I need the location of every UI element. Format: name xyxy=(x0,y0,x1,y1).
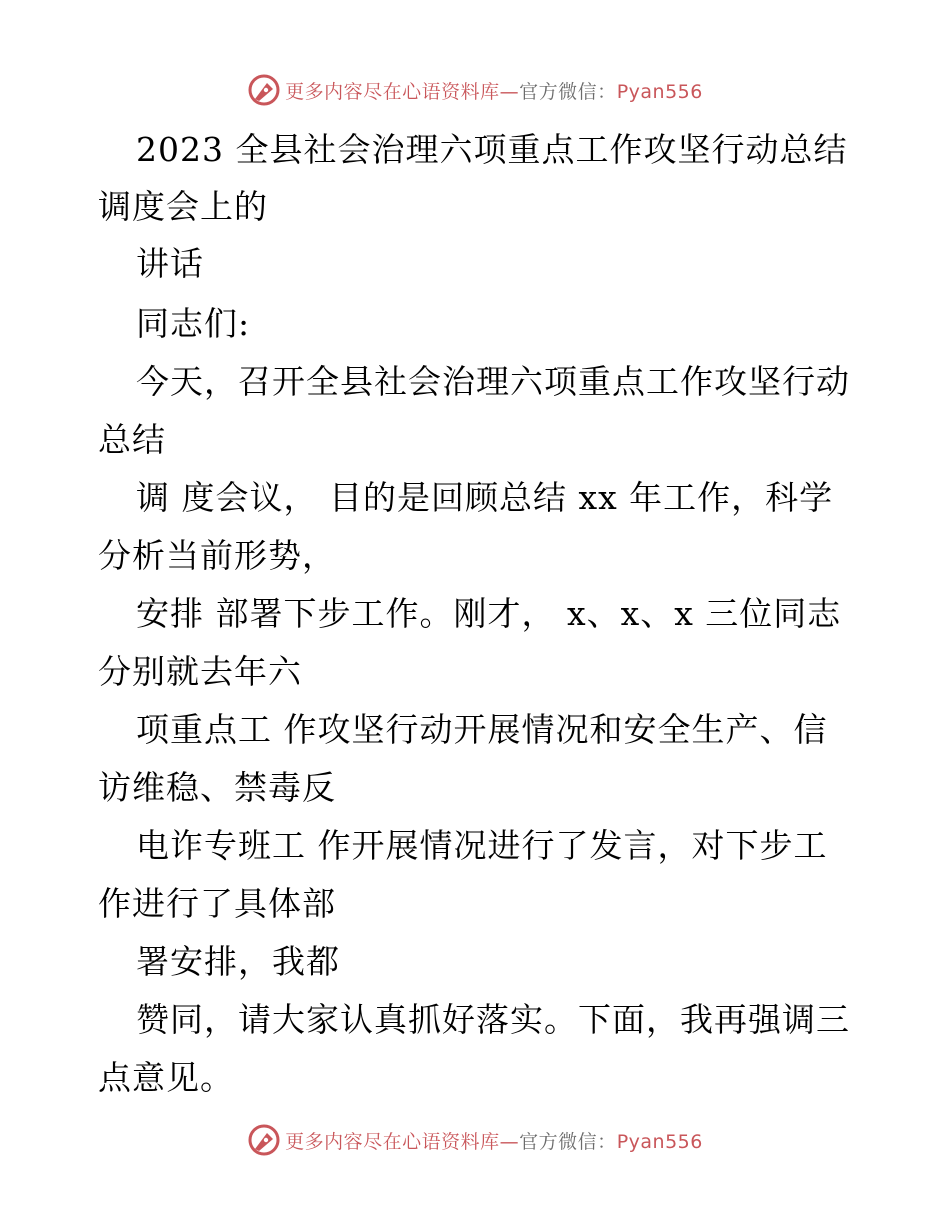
doc-line: 分析当前形势， xyxy=(98,536,336,575)
watermark-text xyxy=(285,77,703,104)
doc-line: 署安排，我都 xyxy=(136,942,340,981)
header-watermark xyxy=(0,70,950,110)
watermark-dash: — xyxy=(499,1130,520,1153)
doc-line: 分别就去年六 xyxy=(98,652,302,691)
doc-line: 今天，召开全县社会治理六项重点工作攻坚行动 xyxy=(136,362,850,401)
watermark-sub: 官方微信： xyxy=(519,1130,617,1153)
watermark-id: Pyan556 xyxy=(616,1130,703,1153)
doc-line: 2023 全县社会治理六项重点工作攻坚行动总结 xyxy=(136,130,848,169)
watermark-main: 更多内容尽在心语资料库 xyxy=(285,80,500,103)
doc-line: 讲话 xyxy=(136,244,204,283)
doc-line: 电诈专班工 作开展情况进行了发言，对下步工 xyxy=(136,826,828,865)
watermark-id: Pyan556 xyxy=(616,80,703,103)
watermark-main: 更多内容尽在心语资料库 xyxy=(285,1130,500,1153)
footer-watermark xyxy=(0,1120,950,1160)
pen-nib-logo-icon xyxy=(247,1123,281,1157)
doc-line: 总结 xyxy=(98,420,166,459)
doc-line: 访维稳、禁毒反 xyxy=(98,768,336,807)
watermark-sub: 官方微信： xyxy=(519,80,617,103)
pen-nib-logo-icon xyxy=(247,73,281,107)
doc-line: 点意见。 xyxy=(98,1058,234,1097)
doc-line: 调度会上的 xyxy=(98,187,268,226)
doc-line: 作进行了具体部 xyxy=(98,884,336,923)
doc-line: 项重点工 作攻坚行动开展情况和安全生产、信 xyxy=(136,710,828,749)
doc-line: 安排 部署下步工作。刚才， x、x、x 三位同志 xyxy=(136,594,842,633)
doc-line: 同志们: xyxy=(136,304,251,343)
watermark-dash: — xyxy=(499,80,520,103)
doc-line: 调 度会议， 目的是回顾总结 xx 年工作，科学 xyxy=(136,478,834,517)
doc-line: 赞同，请大家认真抓好落实。下面，我再强调三 xyxy=(136,1000,850,1039)
watermark-text xyxy=(285,1127,703,1154)
